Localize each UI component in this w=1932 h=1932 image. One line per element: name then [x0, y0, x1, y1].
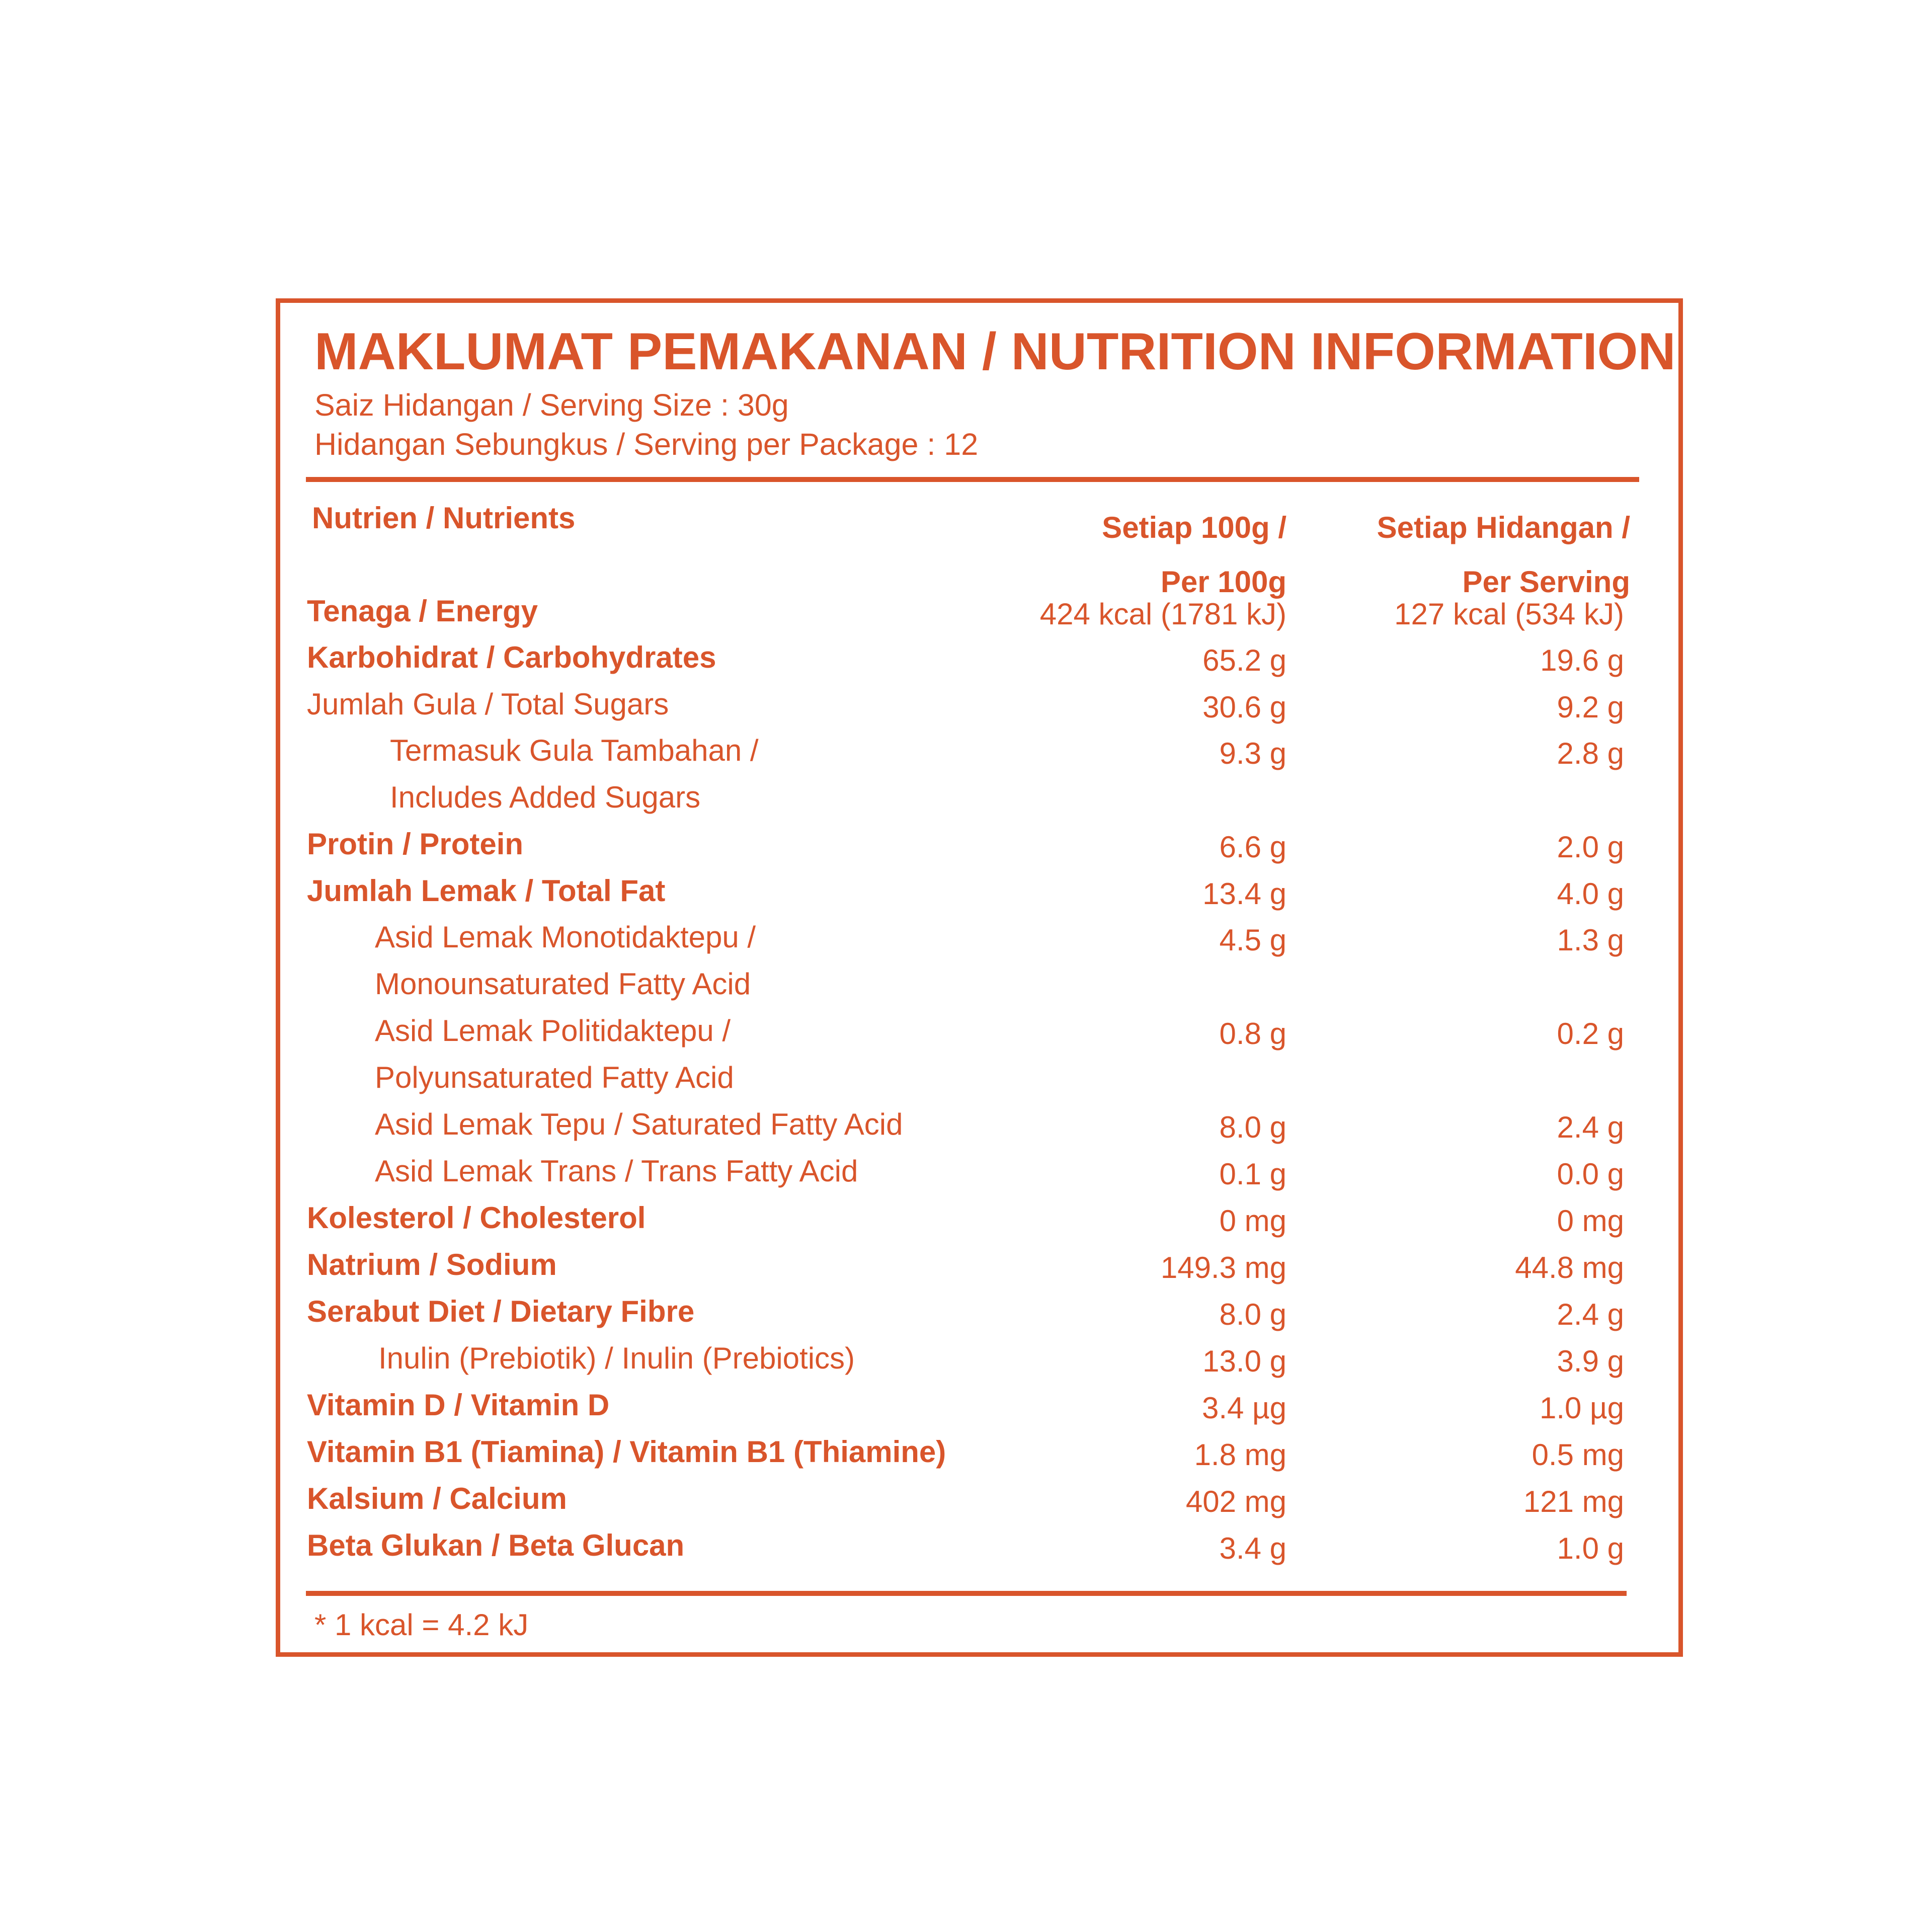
row-per100: 424 kcal (1781 kJ): [1039, 597, 1286, 631]
header-per100-line1: Setiap 100g /: [1102, 511, 1286, 544]
row-label: Jumlah Lemak / Total Fat: [307, 874, 666, 908]
row-perserving: 3.9 g: [1557, 1344, 1624, 1378]
row-label: Asid Lemak Tepu / Saturated Fatty Acid: [375, 1107, 903, 1141]
table-row: [0, 1294, 1932, 1341]
row-perserving: 1.0 g: [1557, 1532, 1624, 1565]
row-per100: 0.8 g: [1219, 1017, 1286, 1051]
row-perserving: 1.3 g: [1557, 923, 1624, 957]
row-per100: 13.0 g: [1202, 1344, 1286, 1378]
row-label: Vitamin B1 (Tiamina) / Vitamin B1 (Thiamine): [307, 1435, 946, 1469]
row-per100: 8.0 g: [1219, 1298, 1286, 1331]
header-per100: [1102, 501, 1286, 609]
table-row: [0, 1341, 1932, 1388]
table-row: [0, 827, 1932, 873]
row-perserving: 44.8 mg: [1515, 1251, 1624, 1284]
row-perserving: 0.0 g: [1557, 1157, 1624, 1191]
row-perserving: 9.2 g: [1557, 690, 1624, 724]
row-per100: 0 mg: [1219, 1204, 1286, 1238]
servings-per-package: Hidangan Sebungkus / Serving per Package : 12: [314, 427, 979, 461]
row-per100: 3.4 µg: [1201, 1391, 1286, 1425]
table-row: [0, 1528, 1932, 1575]
row-per100: 149.3 mg: [1160, 1251, 1286, 1284]
header-perserving: [1377, 501, 1630, 609]
row-label: Asid Lemak Trans / Trans Fatty Acid: [375, 1154, 858, 1188]
table-row: [0, 1247, 1932, 1294]
table-row: [0, 640, 1932, 687]
table-row: [0, 1107, 1932, 1154]
row-perserving: 2.0 g: [1557, 830, 1624, 864]
header-nutrient: Nutrien / Nutrients: [312, 501, 576, 535]
row-label: Vitamin D / Vitamin D: [307, 1388, 610, 1422]
table-row: [0, 873, 1932, 920]
row-per100: 9.3 g: [1219, 737, 1286, 770]
row-perserving: 2.4 g: [1557, 1110, 1624, 1144]
divider-top: [306, 477, 1639, 482]
table-row: [0, 1013, 1932, 1107]
row-perserving: 0.5 mg: [1532, 1438, 1624, 1472]
row-label: Kolesterol / Cholesterol: [307, 1201, 646, 1235]
row-label: Asid Lemak Politidaktepu /: [375, 1014, 731, 1048]
table-row: [0, 1154, 1932, 1200]
row-perserving: 127 kcal (534 kJ): [1394, 597, 1624, 631]
row-label: Asid Lemak Monotidaktepu /: [375, 920, 756, 954]
serving-size: Saiz Hidangan / Serving Size : 30g: [314, 388, 789, 422]
table-row: [0, 687, 1932, 734]
row-perserving: 0 mg: [1557, 1204, 1624, 1238]
row-perserving: 4.0 g: [1557, 877, 1624, 911]
table-row: [0, 594, 1932, 640]
row-per100: 6.6 g: [1219, 830, 1286, 864]
panel-title: MAKLUMAT PEMAKANAN / NUTRITION INFORMATION: [314, 323, 1676, 381]
row-perserving: 1.0 µg: [1539, 1391, 1624, 1425]
row-label-continued: Includes Added Sugars: [390, 780, 701, 814]
row-per100: 13.4 g: [1202, 877, 1286, 911]
header-perserving-line1: Setiap Hidangan /: [1377, 511, 1630, 544]
divider-bottom: [306, 1591, 1627, 1596]
table-row: [0, 1434, 1932, 1481]
row-label: Natrium / Sodium: [307, 1248, 557, 1281]
row-per100: 0.1 g: [1219, 1157, 1286, 1191]
row-label: Beta Glukan / Beta Glucan: [307, 1528, 685, 1562]
row-perserving: 19.6 g: [1540, 643, 1624, 677]
row-label: Karbohidrat / Carbohydrates: [307, 640, 716, 674]
row-perserving: 2.8 g: [1557, 737, 1624, 770]
table-row: [0, 733, 1932, 827]
row-label: Termasuk Gula Tambahan /: [390, 734, 759, 767]
row-label: Serabut Diet / Dietary Fibre: [307, 1295, 695, 1328]
row-perserving: 0.2 g: [1557, 1017, 1624, 1051]
row-label: Inulin (Prebiotik) / Inulin (Prebiotics): [378, 1341, 855, 1375]
table-row: [0, 1481, 1932, 1528]
row-per100: 4.5 g: [1219, 923, 1286, 957]
row-per100: 8.0 g: [1219, 1110, 1286, 1144]
table-row: [0, 1388, 1932, 1434]
row-label: Jumlah Gula / Total Sugars: [307, 687, 669, 721]
row-per100: 65.2 g: [1202, 643, 1286, 677]
row-label-continued: Monounsaturated Fatty Acid: [375, 967, 751, 1001]
header-perserving-line2: Per Serving: [1462, 565, 1630, 599]
row-label: Protin / Protein: [307, 827, 524, 861]
table-row: [0, 1200, 1932, 1247]
row-per100: 30.6 g: [1202, 690, 1286, 724]
row-per100: 402 mg: [1185, 1485, 1286, 1518]
header-per100-line2: Per 100g: [1160, 565, 1286, 599]
row-label-continued: Polyunsaturated Fatty Acid: [375, 1061, 734, 1094]
row-perserving: 121 mg: [1523, 1485, 1624, 1518]
row-per100: 1.8 mg: [1194, 1438, 1286, 1472]
row-perserving: 2.4 g: [1557, 1298, 1624, 1331]
table-row: [0, 920, 1932, 1013]
row-per100: 3.4 g: [1219, 1532, 1286, 1565]
row-label: Kalsium / Calcium: [307, 1482, 567, 1515]
row-label: Tenaga / Energy: [307, 594, 538, 628]
footnote: * 1 kcal = 4.2 kJ: [314, 1608, 529, 1642]
